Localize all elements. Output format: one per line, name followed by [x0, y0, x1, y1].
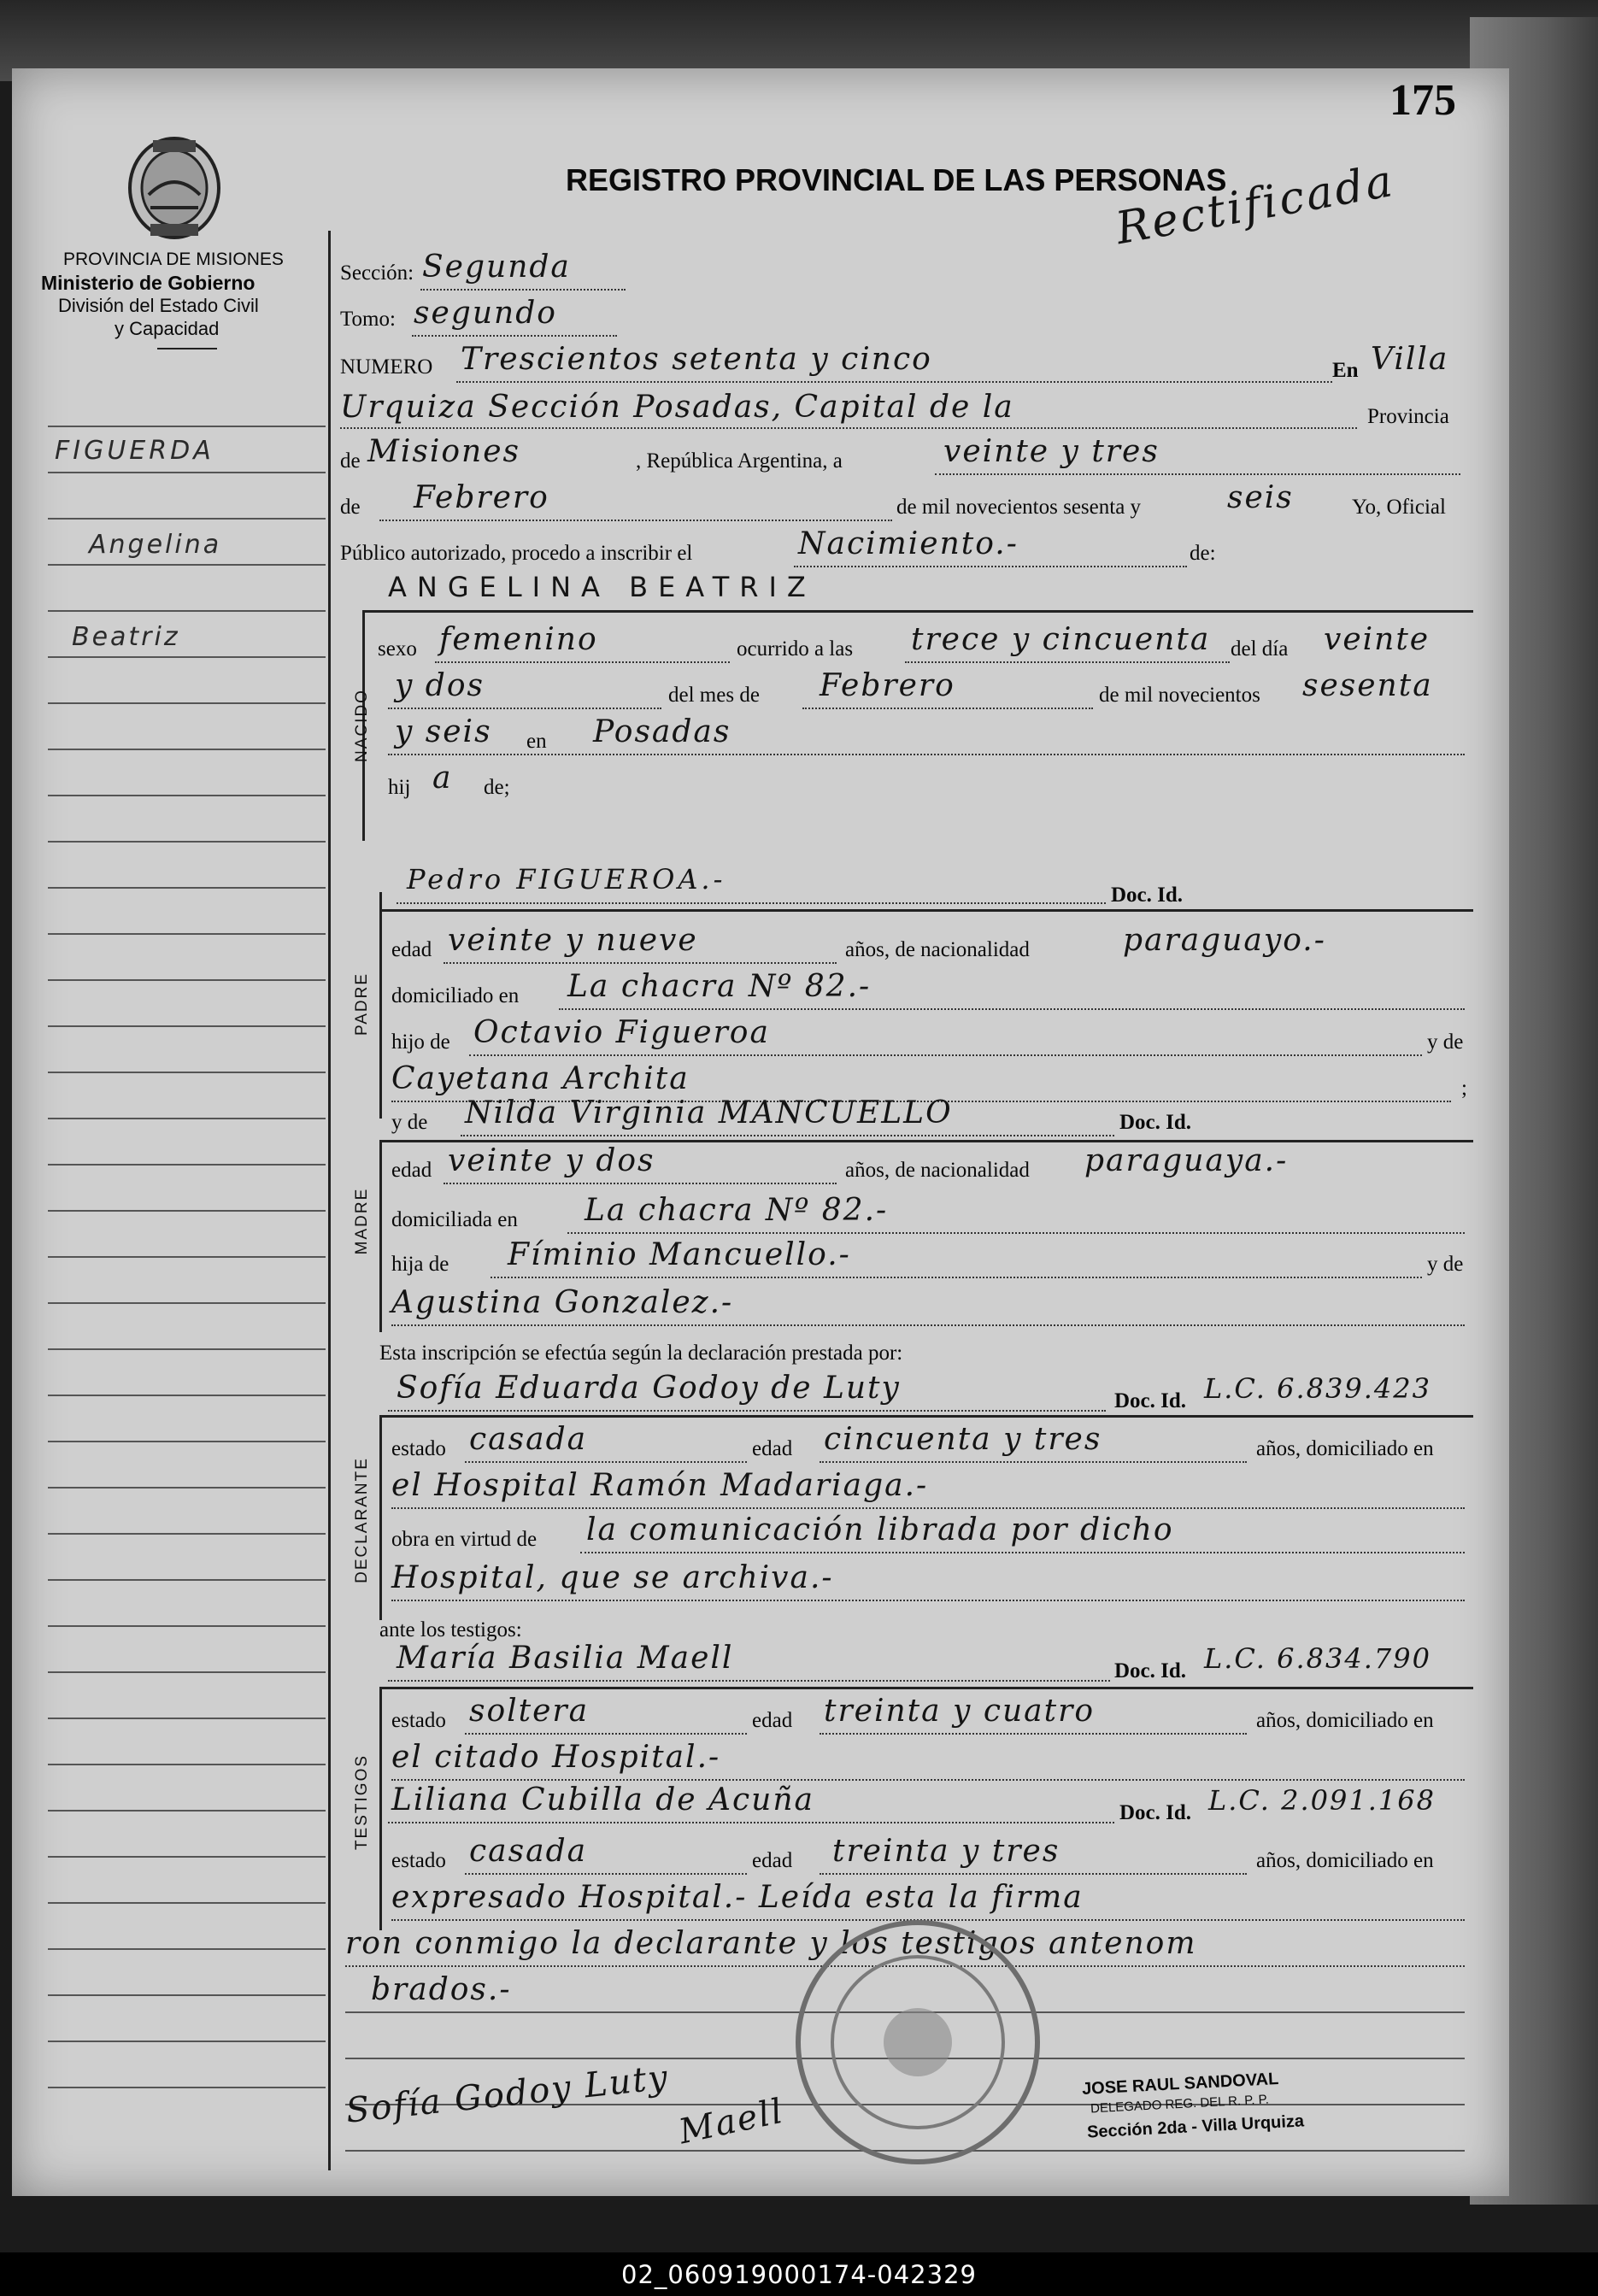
- field-line: [935, 473, 1460, 475]
- margin-rule: [48, 795, 326, 796]
- madre-nac-value: paraguaya.-: [1084, 1143, 1289, 1178]
- field-line: [391, 1324, 1465, 1326]
- field-line: [340, 427, 1357, 429]
- margin-rule: [48, 1579, 326, 1581]
- de-label: de: [340, 496, 361, 519]
- en-lower-label: en: [526, 730, 547, 753]
- en-value: Villa: [1371, 342, 1449, 377]
- coat-of-arms-icon: [123, 135, 226, 242]
- field-line: [391, 1600, 1465, 1601]
- section-bracket: [379, 1687, 382, 1930]
- hij-suffix-value: a: [432, 760, 453, 796]
- padre-edad-label: edad: [391, 938, 432, 961]
- ocurrido-label: ocurrido a las: [737, 637, 854, 661]
- section-bracket: [379, 1415, 382, 1620]
- field-line: [412, 335, 617, 337]
- field-line: [420, 289, 626, 291]
- t2-estado-label: estado: [391, 1849, 446, 1872]
- padre-doc-label: Doc. Id.: [1111, 884, 1184, 907]
- field-line: [820, 1461, 1247, 1463]
- del-dia-label: del día: [1231, 637, 1289, 661]
- margin-rule: [48, 1856, 326, 1858]
- numero-value: Trescientos setenta y cinco: [461, 342, 932, 377]
- cierre2-value: brados.-: [371, 1972, 512, 2007]
- esta-inscripcion-label: Esta inscripción se efectúa según la declaración prestada por:: [379, 1342, 903, 1365]
- padre-nac-value: paraguayo.-: [1123, 923, 1326, 958]
- section-rule: [379, 1687, 1473, 1689]
- field-line: [388, 708, 661, 709]
- t1-estado-value: soltera: [469, 1694, 590, 1729]
- field-line: [905, 661, 1230, 663]
- del-mes-label: del mes de: [668, 684, 760, 707]
- rectificada-annotation: Rectificada: [1112, 155, 1399, 255]
- t2-anos-label: años, domiciliado en: [1256, 1849, 1434, 1872]
- decl-nombre-value: Sofía Eduarda Godoy de Luty: [397, 1371, 901, 1406]
- t1-edad-value: treinta y cuatro: [824, 1694, 1095, 1729]
- margin-rule: [48, 564, 326, 566]
- margin-rule: [48, 1810, 326, 1812]
- field-line: [465, 1733, 747, 1735]
- madre-dom-value: La chacra Nº 82.-: [585, 1193, 889, 1228]
- yo-oficial-label: Yo, Oficial: [1352, 496, 1446, 519]
- margin-rule: [48, 2041, 326, 2042]
- field-line: [559, 1008, 1465, 1010]
- madre-edad-label: edad: [391, 1159, 432, 1182]
- column-divider: [328, 231, 331, 2170]
- provincia-label: Provincia: [1367, 405, 1449, 428]
- margin-surname: FIGUERDA: [55, 436, 214, 466]
- fecha-mes-value: Febrero: [414, 480, 549, 515]
- margin-rule: [48, 518, 326, 520]
- margin-rule: [48, 1210, 326, 1212]
- field-line: [580, 1552, 1465, 1553]
- obra-value: la comunicación librada por dicho: [586, 1512, 1174, 1547]
- de-semicolon-label: de;: [484, 776, 510, 799]
- madre-hija-de-label: hija de: [391, 1253, 449, 1276]
- cierre-value: ron conmigo la declarante y los testigos antenom: [345, 1926, 1197, 1961]
- margin-rule: [48, 1441, 326, 1442]
- seccion-value: Segunda: [422, 250, 571, 285]
- section-bracket: [379, 892, 382, 1119]
- tomo-value: segundo: [414, 296, 557, 331]
- madre-madre-value: Agustina Gonzalez.-: [391, 1285, 734, 1320]
- field-line: [388, 1822, 1114, 1823]
- dia-value: veinte: [1324, 622, 1431, 657]
- madre-y-de2-label: y de: [1427, 1253, 1464, 1276]
- margin-rule: [48, 1487, 326, 1489]
- padre-dom-label: domiciliado en: [391, 984, 520, 1007]
- side-label-nacido: NACIDO: [353, 689, 371, 762]
- padre-madre-value: Cayetana Archita: [391, 1061, 690, 1096]
- margin-rule: [48, 1902, 326, 1904]
- t2-edad-label: edad: [752, 1849, 793, 1872]
- margin-rule: [48, 656, 326, 658]
- t2-edad-value: treinta y tres: [832, 1834, 1060, 1869]
- field-line: [567, 1232, 1465, 1234]
- t2-doc-label: Doc. Id.: [1119, 1801, 1192, 1824]
- obra-label: obra en virtud de: [391, 1528, 538, 1551]
- anio-nac-value: sesenta: [1302, 668, 1433, 703]
- madre-padre-value: Fíminio Mancuello.-: [508, 1237, 851, 1272]
- t1-doc-label: Doc. Id.: [1114, 1659, 1187, 1682]
- madre-edad-value: veinte y dos: [448, 1143, 655, 1178]
- provincia-value: Misiones: [367, 434, 521, 469]
- field-line: [491, 1277, 1422, 1278]
- hij-label: hij: [388, 776, 411, 799]
- madre-y-de-label: y de: [391, 1111, 428, 1134]
- padre-dom-value: La chacra Nº 82.-: [567, 969, 872, 1004]
- margin-rule: [48, 1348, 326, 1350]
- official-stamp-title: DELEGADO REG. DEL R. P. P.: [1090, 2092, 1270, 2117]
- margin-rule: [48, 1164, 326, 1166]
- margin-rule: [48, 610, 326, 612]
- margin-rule: [48, 1764, 326, 1765]
- padre-y-de-label: y de: [1427, 1031, 1464, 1054]
- margin-rule: [48, 472, 326, 473]
- field-line: [794, 566, 1187, 567]
- decl-edad-value: cincuenta y tres: [824, 1422, 1102, 1457]
- field-line: [391, 1507, 1465, 1509]
- margin-rule: [48, 841, 326, 843]
- margin-rule: [48, 1533, 326, 1535]
- field-line: [444, 962, 837, 964]
- margin-rule: [48, 1948, 326, 1950]
- register-page: [12, 68, 1509, 2196]
- padre-anos-label: años, de nacionalidad: [845, 938, 1030, 961]
- margin-rule: [48, 887, 326, 889]
- official-stamp-name: JOSE RAUL SANDOVAL: [1081, 2069, 1279, 2099]
- margin-rule: [48, 933, 326, 935]
- margin-rule: [48, 1118, 326, 1119]
- padre-edad-value: veinte y nueve: [448, 923, 698, 958]
- decl-estado-label: estado: [391, 1437, 446, 1460]
- anio-nac-cont-value: y seis: [395, 714, 492, 749]
- field-line: [435, 661, 730, 663]
- field-line: [461, 1135, 1114, 1136]
- decl-estado-value: casada: [469, 1422, 588, 1457]
- declarante-signature: Sofía Godoy Luty: [344, 2058, 672, 2131]
- t1-doc-value: L.C. 6.834.790: [1204, 1642, 1431, 1675]
- lugar-value: Urquiza Sección Posadas, Capital de la: [340, 390, 1014, 425]
- en-label: En: [1332, 359, 1359, 382]
- section-rule: [379, 909, 1473, 912]
- footer-document-id: 02_060919000174-042329: [621, 2260, 977, 2289]
- margin-rule: [48, 1718, 326, 1719]
- t2-doc-value: L.C. 2.091.168: [1208, 1784, 1436, 1817]
- official-stamp-office: Sección 2da - Villa Urquiza: [1086, 2111, 1305, 2142]
- sexo-label: sexo: [378, 637, 417, 661]
- numero-label: NUMERO: [340, 355, 433, 379]
- section-rule: [362, 610, 1473, 613]
- nombre-value: ANGELINA BEATRIZ: [388, 571, 816, 603]
- field-line: [391, 1779, 1465, 1781]
- tomo-label: Tomo:: [340, 308, 396, 331]
- dia-cont-value: y dos: [395, 668, 485, 703]
- field-line: [820, 1733, 1247, 1735]
- de-mil-label: de mil novecientos sesenta y: [896, 496, 1142, 519]
- official-seal-icon: [790, 1914, 1046, 2170]
- margin-rule: [48, 1395, 326, 1396]
- document-title: REGISTRO PROVINCIAL DE LAS PERSONAS: [566, 162, 1227, 197]
- t2-dom-value: expresado Hospital.- Leída esta la firma: [391, 1880, 1084, 1915]
- office-rule: [157, 348, 217, 349]
- de-mil-nov-label: de mil novecientos: [1099, 684, 1260, 707]
- margin-rule: [48, 1025, 326, 1027]
- field-line: [388, 1680, 1110, 1682]
- field-line: [820, 1873, 1247, 1875]
- margin-rule: [48, 1302, 326, 1304]
- margin-first-name: Angelina: [89, 530, 222, 560]
- office-line-4: y Capacidad: [115, 318, 220, 339]
- t2-estado-value: casada: [469, 1834, 588, 1869]
- field-line: [379, 520, 892, 521]
- madre-nombre-value: Nilda Virginia MANCUELLO: [465, 1095, 953, 1130]
- fecha-anio-value: seis: [1227, 480, 1294, 515]
- madre-anos-label: años, de nacionalidad: [845, 1159, 1030, 1182]
- t1-nombre-value: María Basilia Maell: [397, 1641, 734, 1676]
- field-line: [465, 1873, 747, 1875]
- decl-anos-label: años, domiciliado en: [1256, 1437, 1434, 1460]
- decl-edad-label: edad: [752, 1437, 793, 1460]
- de-label: de: [340, 449, 361, 473]
- padre-hijo-de-label: hijo de: [391, 1031, 450, 1054]
- t1-dom-value: el citado Hospital.-: [391, 1740, 721, 1775]
- side-label-declarante: DECLARANTE: [353, 1457, 371, 1583]
- office-line-3: División del Estado Civil: [58, 295, 259, 316]
- hora-value: trece y cincuenta: [911, 622, 1211, 657]
- section-rule: [379, 1140, 1473, 1142]
- field-line: [469, 1054, 1422, 1056]
- seccion-label: Sección:: [340, 261, 414, 285]
- t1-anos-label: años, domiciliado en: [1256, 1709, 1434, 1732]
- margin-rule: [48, 979, 326, 981]
- margin-rule: [48, 1994, 326, 1996]
- margin-second-name: Beatriz: [72, 622, 180, 652]
- field-line: [456, 381, 1332, 383]
- office-line-2: Ministerio de Gobierno: [41, 272, 256, 294]
- field-line: [388, 754, 1465, 755]
- obra-cont-value: Hospital, que se archiva.-: [391, 1560, 834, 1595]
- testigo-signature: Maell: [675, 2091, 788, 2152]
- publico-label: Público autorizado, procedo a inscribir el: [340, 542, 693, 565]
- sexo-value: femenino: [439, 622, 598, 657]
- field-line: [465, 1461, 747, 1463]
- margin-rule: [48, 2087, 326, 2088]
- section-bracket: [379, 1140, 382, 1332]
- margin-rule: [48, 1256, 326, 1258]
- margin-rule: [48, 749, 326, 750]
- margin-rule: [48, 1625, 326, 1627]
- margin-rule: [48, 1072, 326, 1073]
- padre-padre-value: Octavio Figueroa: [473, 1015, 770, 1050]
- side-label-madre: MADRE: [353, 1187, 371, 1255]
- acto-value: Nacimiento.-: [798, 526, 1019, 561]
- mes-value: Febrero: [820, 668, 955, 703]
- padre-semicolon: ;: [1461, 1077, 1467, 1100]
- margin-rule: [48, 702, 326, 704]
- madre-dom-label: domiciliada en: [391, 1208, 518, 1231]
- side-label-padre: PADRE: [353, 972, 371, 1036]
- field-line: [802, 708, 1093, 709]
- madre-doc-label: Doc. Id.: [1119, 1111, 1192, 1134]
- de-colon-label: de:: [1190, 542, 1216, 565]
- fecha-dia-value: veinte y tres: [943, 434, 1160, 469]
- decl-dom-value: el Hospital Ramón Madariaga.-: [391, 1468, 929, 1503]
- decl-doc-label: Doc. Id.: [1114, 1389, 1187, 1412]
- field-line: [444, 1183, 837, 1184]
- margin-rule: [48, 426, 326, 427]
- field-line: [397, 902, 1106, 904]
- decl-doc-value: L.C. 6.839.423: [1204, 1372, 1431, 1405]
- page-number: 175: [1389, 76, 1456, 125]
- t1-estado-label: estado: [391, 1709, 446, 1732]
- side-label-testigos: TESTIGOS: [353, 1753, 371, 1851]
- margin-rule: [48, 1671, 326, 1673]
- t2-nombre-value: Liliana Cubilla de Acuña: [391, 1782, 815, 1817]
- office-line-1: PROVINCIA DE MISIONES: [63, 250, 284, 269]
- section-rule: [379, 1415, 1473, 1418]
- padre-nombre-value: Pedro FIGUEROA.-: [407, 863, 726, 895]
- ante-testigos-label: ante los testigos:: [379, 1618, 522, 1641]
- lugar-nac-value: Posadas: [593, 714, 731, 749]
- field-line: [388, 1410, 1106, 1412]
- republica-label: , República Argentina, a: [636, 449, 843, 473]
- t1-edad-label: edad: [752, 1709, 793, 1732]
